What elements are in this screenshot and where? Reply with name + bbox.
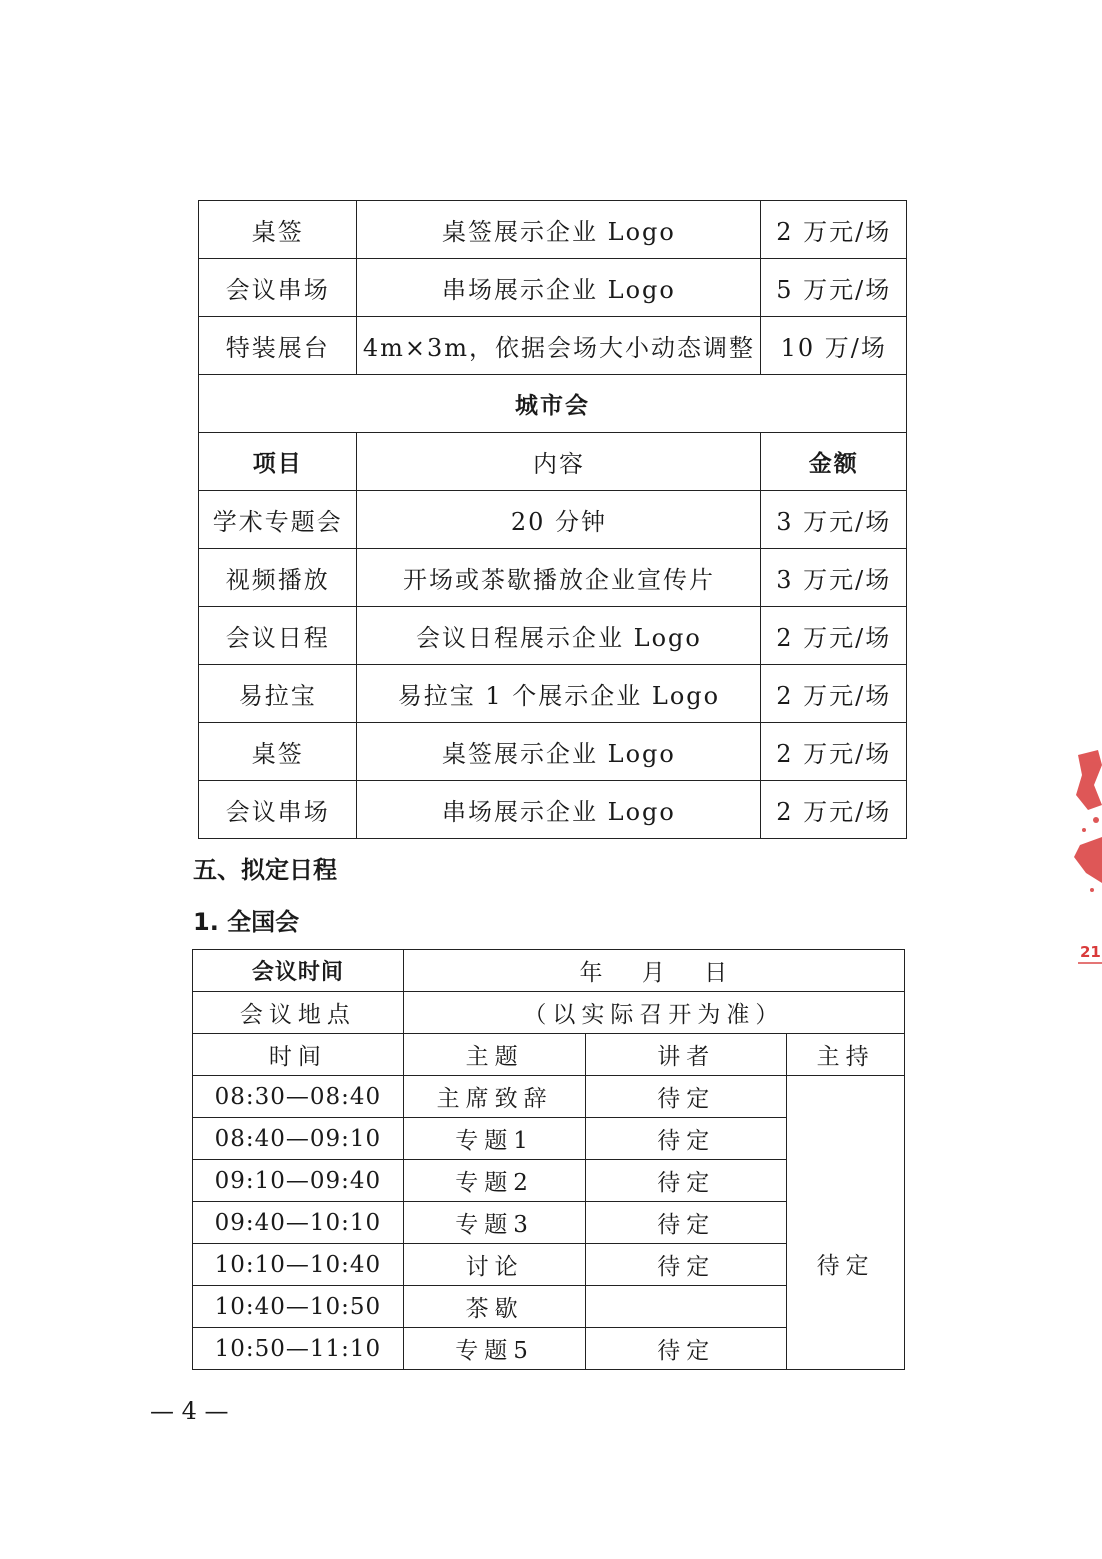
speaker-cell: 待定 bbox=[586, 1244, 787, 1286]
speaker-cell: 待定 bbox=[586, 1202, 787, 1244]
time-cell: 10:40—10:50 bbox=[193, 1286, 404, 1328]
table-row bbox=[199, 781, 907, 839]
meeting-time-row bbox=[193, 950, 905, 992]
meeting-place-label: 会议地点 bbox=[193, 992, 404, 1034]
host-cell: 待定 bbox=[787, 1076, 905, 1370]
meeting-place-value: （以实际召开为准） bbox=[403, 992, 904, 1034]
item-cell: 会议串场 bbox=[199, 781, 357, 839]
header-content: 内容 bbox=[357, 433, 761, 491]
meeting-place-row bbox=[193, 992, 905, 1034]
amount-cell: 2 万元/场 bbox=[761, 665, 907, 723]
content-cell: 易拉宝 1 个展示企业 Logo bbox=[357, 665, 761, 723]
topic-cell: 专题1 bbox=[403, 1118, 586, 1160]
time-cell: 09:10—09:40 bbox=[193, 1160, 404, 1202]
item-cell: 易拉宝 bbox=[199, 665, 357, 723]
amount-cell: 2 万元/场 bbox=[761, 723, 907, 781]
header-time: 时间 bbox=[193, 1034, 404, 1076]
table-row bbox=[199, 723, 907, 781]
content-cell: 20 分钟 bbox=[357, 491, 761, 549]
content-cell: 4m×3m，依据会场大小动态调整 bbox=[357, 317, 761, 375]
svg-text:21: 21 bbox=[1080, 943, 1101, 961]
amount-cell: 10 万/场 bbox=[761, 317, 907, 375]
red-seal-stamp-icon bbox=[1068, 745, 1102, 975]
topic-cell: 讨论 bbox=[403, 1244, 586, 1286]
table-row bbox=[199, 665, 907, 723]
speaker-cell: 待定 bbox=[586, 1160, 787, 1202]
table-header-row bbox=[199, 433, 907, 491]
time-cell: 09:40—10:10 bbox=[193, 1202, 404, 1244]
topic-cell: 专题3 bbox=[403, 1202, 586, 1244]
amount-cell: 2 万元/场 bbox=[761, 607, 907, 665]
content-cell: 桌签展示企业 Logo bbox=[357, 723, 761, 781]
sponsorship-price-table bbox=[198, 200, 907, 839]
header-amount: 金额 bbox=[761, 433, 907, 491]
table-row bbox=[199, 607, 907, 665]
speaker-cell: 待定 bbox=[586, 1328, 787, 1370]
amount-cell: 2 万元/场 bbox=[761, 781, 907, 839]
item-cell: 桌签 bbox=[199, 201, 357, 259]
amount-cell: 3 万元/场 bbox=[761, 549, 907, 607]
amount-cell: 3 万元/场 bbox=[761, 491, 907, 549]
schedule-header-row bbox=[193, 1034, 905, 1076]
topic-cell: 专题5 bbox=[403, 1328, 586, 1370]
section-heading: 五、拟定日程 bbox=[193, 856, 337, 884]
item-cell: 会议串场 bbox=[199, 259, 357, 317]
item-cell: 会议日程 bbox=[199, 607, 357, 665]
amount-cell: 2 万元/场 bbox=[761, 201, 907, 259]
speaker-cell: 待定 bbox=[586, 1076, 787, 1118]
header-item: 项目 bbox=[199, 433, 357, 491]
item-cell: 桌签 bbox=[199, 723, 357, 781]
page-number: — 4 — bbox=[150, 1397, 229, 1425]
topic-cell: 茶歇 bbox=[403, 1286, 586, 1328]
item-cell: 学术专题会 bbox=[199, 491, 357, 549]
item-cell: 视频播放 bbox=[199, 549, 357, 607]
header-host: 主持 bbox=[787, 1034, 905, 1076]
content-cell: 开场或茶歇播放企业宣传片 bbox=[357, 549, 761, 607]
content-cell: 桌签展示企业 Logo bbox=[357, 201, 761, 259]
amount-cell: 5 万元/场 bbox=[761, 259, 907, 317]
table-row bbox=[199, 317, 907, 375]
table-row bbox=[199, 259, 907, 317]
table-row bbox=[199, 549, 907, 607]
header-topic: 主题 bbox=[403, 1034, 586, 1076]
topic-cell: 专题2 bbox=[403, 1160, 586, 1202]
time-cell: 10:10—10:40 bbox=[193, 1244, 404, 1286]
meeting-time-value: 年 月 日 bbox=[403, 950, 904, 992]
time-cell: 08:30—08:40 bbox=[193, 1076, 404, 1118]
table-row bbox=[199, 201, 907, 259]
content-cell: 串场展示企业 Logo bbox=[357, 259, 761, 317]
speaker-cell: 待定 bbox=[586, 1118, 787, 1160]
header-speaker: 讲者 bbox=[586, 1034, 787, 1076]
content-cell: 串场展示企业 Logo bbox=[357, 781, 761, 839]
schedule-table bbox=[192, 949, 905, 1370]
meeting-time-label: 会议时间 bbox=[193, 950, 404, 992]
table-row bbox=[193, 1076, 905, 1118]
time-cell: 08:40—09:10 bbox=[193, 1118, 404, 1160]
speaker-cell bbox=[586, 1286, 787, 1328]
table-row bbox=[199, 491, 907, 549]
item-cell: 特装展台 bbox=[199, 317, 357, 375]
time-cell: 10:50—11:10 bbox=[193, 1328, 404, 1370]
topic-cell: 主席致辞 bbox=[403, 1076, 586, 1118]
content-cell: 会议日程展示企业 Logo bbox=[357, 607, 761, 665]
city-meeting-title: 城市会 bbox=[199, 375, 907, 433]
sub-heading: 1. 全国会 bbox=[193, 908, 300, 936]
city-meeting-title-row bbox=[199, 375, 907, 433]
